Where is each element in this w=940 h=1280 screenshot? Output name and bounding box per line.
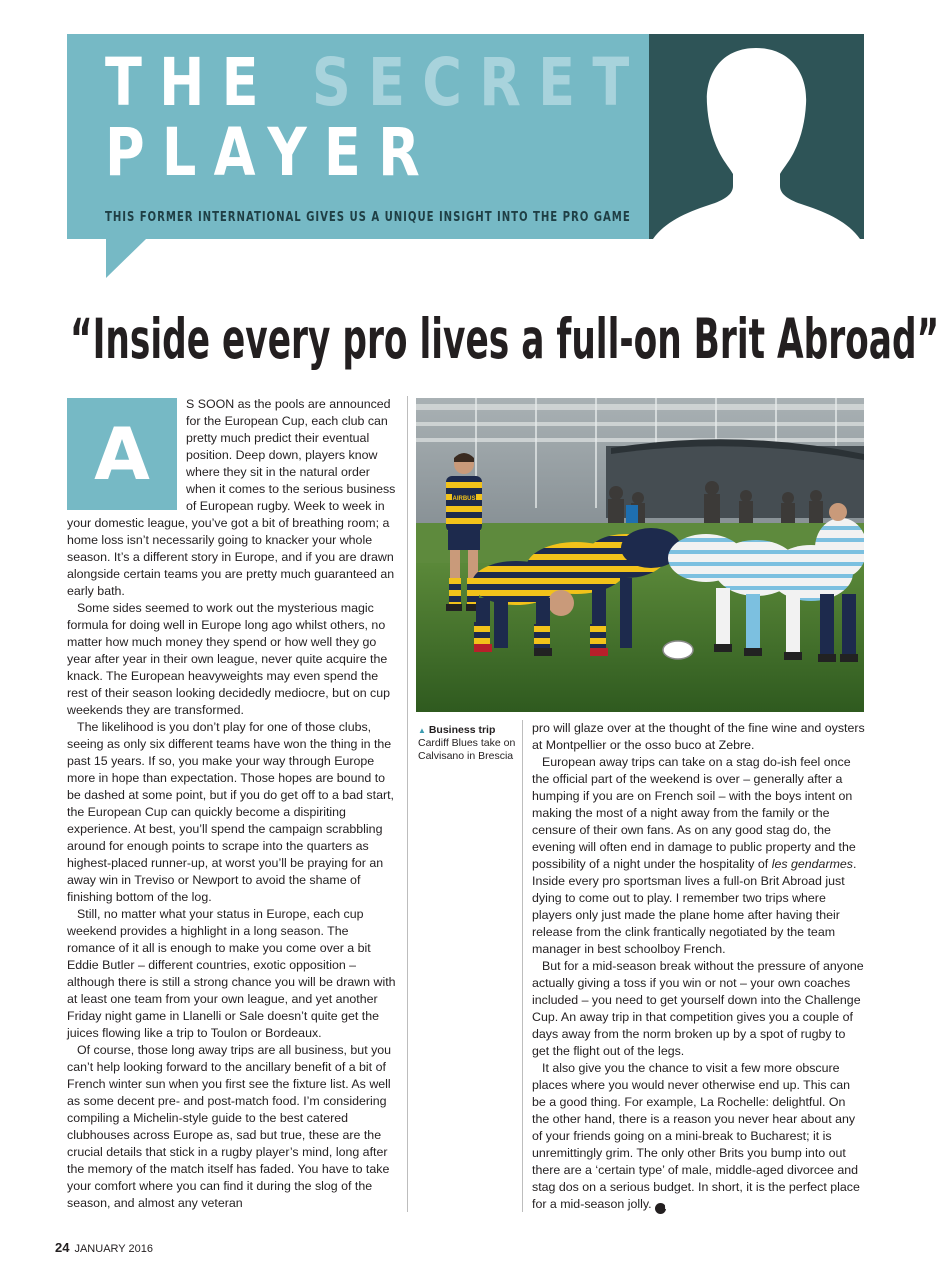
anonymous-silhouette-icon xyxy=(649,34,864,239)
article-paragraph: The likelihood is you don’t play for one of those clubs, seeing as only six different teams have won the thing in the past 15 years. If so, you make your way through Europe more in hope than expectation. Those hopes are bound to be dashed at some point, but if you do get off to a bad start, the European Cup can quickly become a dispiriting experience. At best, you’ll spend the campaign scrabbling around for enough points to scrape into the quarters as highest-placed runner-up, at worst you’ll be praying for an away win in Treviso or Newport to avoid the shame of finishing bottom of the log. xyxy=(67,720,394,904)
headline: “Inside every pro lives a full-on Brit Abroad” xyxy=(70,307,940,371)
italic-phrase: les gendarmes xyxy=(771,857,853,871)
page-number: 24 xyxy=(55,1240,70,1255)
paragraph-text: . Inside every pro sportsman lives a full-on Brit Abroad just dying to come out to play. I remember two trips where players only just made the plane home after having their release from the clink frantically negotiated by the team manager in best schoolboy French. xyxy=(532,857,857,956)
header-banner xyxy=(67,34,649,239)
avatar-panel xyxy=(649,34,864,239)
paragraph-text: It also give you the chance to visit a few more obscure places where you would never otherwise end up. This can be a good thing. For example, La Rochelle: delightful. On the other hand, there is a reason you never hear about any of your friends going on a mini-break to Bucharest; it is unremittingly grim. The only other Brits you bump into out there are a ‘certain type’ of male, middle-aged divorcee and stag dos on a serious budget. In short, it is the perfect place for a mid-season jolly. xyxy=(532,1061,860,1211)
article-paragraph: But for a mid-season break without the pressure of anyone actually giving a toss if you win or not – your own coaches included – you need to get yourself down into the Challenge Cup. An away trip in that competition gives you a couple of days away from the norm broken up by a spot of rugby to get the flight out of the legs. xyxy=(532,959,864,1058)
article-paragraph: Of course, those long away trips are all business, but you can’t help looking forward to the ancillary benefit of a bit of French winter sun when you first see the fixture list. As well as some decent pre- and post-match food. I’m considering compiling a Michelin-style guide to the best catered clubhouses across Europe as, sad but true, these are the crucial details that stick in a rugby player’s mind, long after the memory of the match itself has faded. You have to take your comfort where you can find it during the slog of the season, and almost any veteran xyxy=(67,1043,392,1210)
article-paragraph: pro will glaze over at the thought of the fine wine and oysters at Montpellier or the osso buco at Zebre. xyxy=(532,721,865,752)
strapline: THIS FORMER INTERNATIONAL GIVES US A UNIQUE INSIGHT INTO THE PRO GAME xyxy=(105,210,631,225)
scrum-photo-illustration xyxy=(416,398,864,712)
article-paragraph xyxy=(532,754,865,958)
article-column-1 xyxy=(67,396,399,1212)
column-divider xyxy=(522,720,523,1212)
paragraph-text: European away trips can take on a stag do-ish feel once the official part of the weekend is over – generally after a humping if you are on French soil – with the boys intent on making the most of a night away from the family or the censure of their own fans. As on any good stag do, the evening will often end in damage to public property and the possibility of a night under the hospitality of xyxy=(532,755,856,871)
speech-bubble-tail xyxy=(106,239,146,278)
column-divider xyxy=(407,396,408,1212)
article-paragraph xyxy=(532,1060,865,1214)
title-word-the: THE xyxy=(105,44,276,121)
caption-title: Business trip xyxy=(428,724,496,736)
scrum-photo xyxy=(416,398,864,712)
end-of-article-icon: RW xyxy=(655,1203,666,1214)
article-column-2 xyxy=(532,720,865,1214)
article-paragraph: Still, no matter what your status in Europe, each cup weekend provides a highlight in a long season. The romance of it all is enough to make you come over a bit Eddie Butler – different countries, exotic opposition – although there is still a strong chance you will be drawn with at least one team from your own league, and yet another Friday night game in Llanelli or Sale doesn’t quite get the juices flowing like a trip to Toulon or Bordeaux. xyxy=(67,907,396,1040)
caption-text: Cardiff Blues take on Calvisano in Brescia xyxy=(418,737,516,762)
issue-date: JANUARY 2016 xyxy=(74,1243,153,1255)
article-paragraph: Some sides seemed to work out the mysterious magic formula for doing well in Europe long ago whilst others, no matter how much money they spend or how well they go year after year in their own league, never quite acquire the knack. The European heavyweights may even spend the rest of their season looking decidedly mediocre, but on cup weekends they are transformed. xyxy=(67,601,391,717)
caption-triangle-icon: ▲ xyxy=(418,726,426,735)
shirt-sponsor-text: AIRBUS xyxy=(452,496,476,502)
title-line-2: PLAYER xyxy=(105,114,438,191)
article-paragraph: S SOON as the pools are announced for the European Cup, each club can pretty much predict their eventual position. Deep down, players know where they sit in the natural order when it comes to the serious business of European rugby. Week to week in your domestic league, you’ve got a bit of breathing room; a home loss isn’t necessarily going to knacker your whole season. It’s a different story in Europe, and if you are drawn alongside certain teams you are pretty much guaranteed an early bath. xyxy=(67,397,396,598)
photo-caption xyxy=(418,724,518,763)
title-line-1 xyxy=(105,44,647,121)
page-folio xyxy=(55,1240,153,1255)
drop-cap: A xyxy=(67,398,177,510)
title-word-secret: SECRET xyxy=(311,44,647,121)
